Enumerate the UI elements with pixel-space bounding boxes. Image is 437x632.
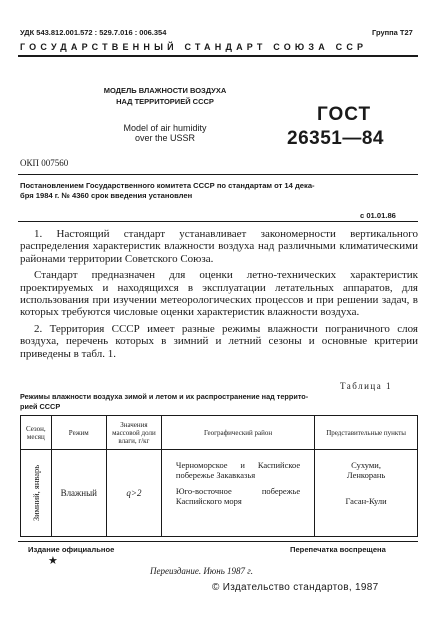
decree-date: с 01.01.86	[360, 211, 396, 220]
decree-rule	[18, 221, 418, 222]
decree-line-2: бря 1984 г. № 4360 срок введения установлен	[20, 191, 193, 200]
region-cell	[161, 450, 314, 537]
mass-value: q>2	[126, 488, 142, 498]
humidity-table	[20, 415, 418, 537]
region-2: Юго-восточное побережье Каспийского моря	[175, 486, 301, 506]
gost-number: 26351—84	[287, 128, 384, 149]
standard-heading: ГОСУДАРСТВЕННЫЙ СТАНДАРТ СОЮЗА ССР	[20, 42, 368, 52]
table-caption-line-1: Режимы влажности воздуха зимой и летом и их распространение над террито-	[20, 392, 309, 401]
point-2: Гасан-Кули	[345, 496, 387, 506]
points-cell	[315, 450, 418, 537]
header-region: Географический район	[161, 416, 314, 450]
paragraph-2: Стандарт предназначен для оценки летно-технических характеристик проектируемых и находящихся в эксплуатации летательных аппаратов, для использования при изучении метеорологических процессов и при решении задач, в которых требуются числовые оценки характеристик влажности воздуха.	[20, 269, 418, 319]
header-points: Представительные пункты	[315, 416, 418, 450]
header-mass: Значения массовой доли влаги, г/кг	[106, 416, 161, 450]
title-en-line-2: over the USSR	[134, 133, 196, 143]
reissue-note: Переиздание. Июнь 1987 г.	[150, 566, 253, 576]
body-text	[20, 228, 418, 360]
official-edition: Издание официальное	[28, 545, 115, 554]
reprint-prohibited: Перепечатка воспрещена	[290, 545, 386, 554]
okp-code: ОКП 007560	[20, 158, 69, 168]
header-season: Сезон, месяц	[21, 416, 52, 450]
header-mode: Режим	[51, 416, 106, 450]
group-code: Группа Т27	[372, 28, 413, 37]
table-caption-line-2: рией СССР	[20, 402, 61, 411]
mass-cell	[106, 450, 161, 537]
mode-value: Влажный	[60, 488, 97, 498]
table-row	[21, 450, 418, 537]
title-ru-line-2: НАД ТЕРРИТОРИЕЙ СССР	[116, 97, 214, 106]
footer-rule	[18, 541, 418, 542]
decree-line-1: Постановлением Государственного комитета СССР по стандартам от 14 дека-	[20, 181, 315, 190]
copyright-note: © Издательство стандартов, 1987	[212, 582, 379, 593]
season-cell	[21, 450, 52, 537]
point-1: Сухуми, Ленкорань	[346, 460, 386, 480]
udk-code: УДК 543.812.001.572 : 529.7.016 : 006.354	[20, 28, 167, 37]
header-rule	[18, 55, 418, 57]
title-ru-line-1: МОДЕЛЬ ВЛАЖНОСТИ ВОЗДУХА	[103, 86, 227, 95]
table-label: Таблица 1	[340, 381, 392, 391]
paragraph-3: 2. Территория СССР имеет разные режимы влажности пограничного слоя воздуха, перечень которых в зимний и летний сезоны и основные критерии приведены в табл. 1.	[20, 322, 418, 360]
table-header-row	[21, 416, 418, 450]
mode-cell	[51, 450, 106, 537]
gost-label: ГОСТ	[317, 104, 372, 125]
region-1: Черноморское и Каспийское побережье Закавказья	[175, 460, 301, 480]
paragraph-1: 1. Настоящий стандарт устанавливает закономерности вертикального распределения характеристик влажности воздуха над различными климатическими районами территории Советского Союза.	[20, 228, 418, 265]
title-en-line-1: Model of air humidity	[123, 123, 207, 133]
star-icon: ★	[48, 555, 58, 567]
season-value: Зимний, январь	[30, 464, 41, 522]
okp-rule	[18, 174, 418, 175]
